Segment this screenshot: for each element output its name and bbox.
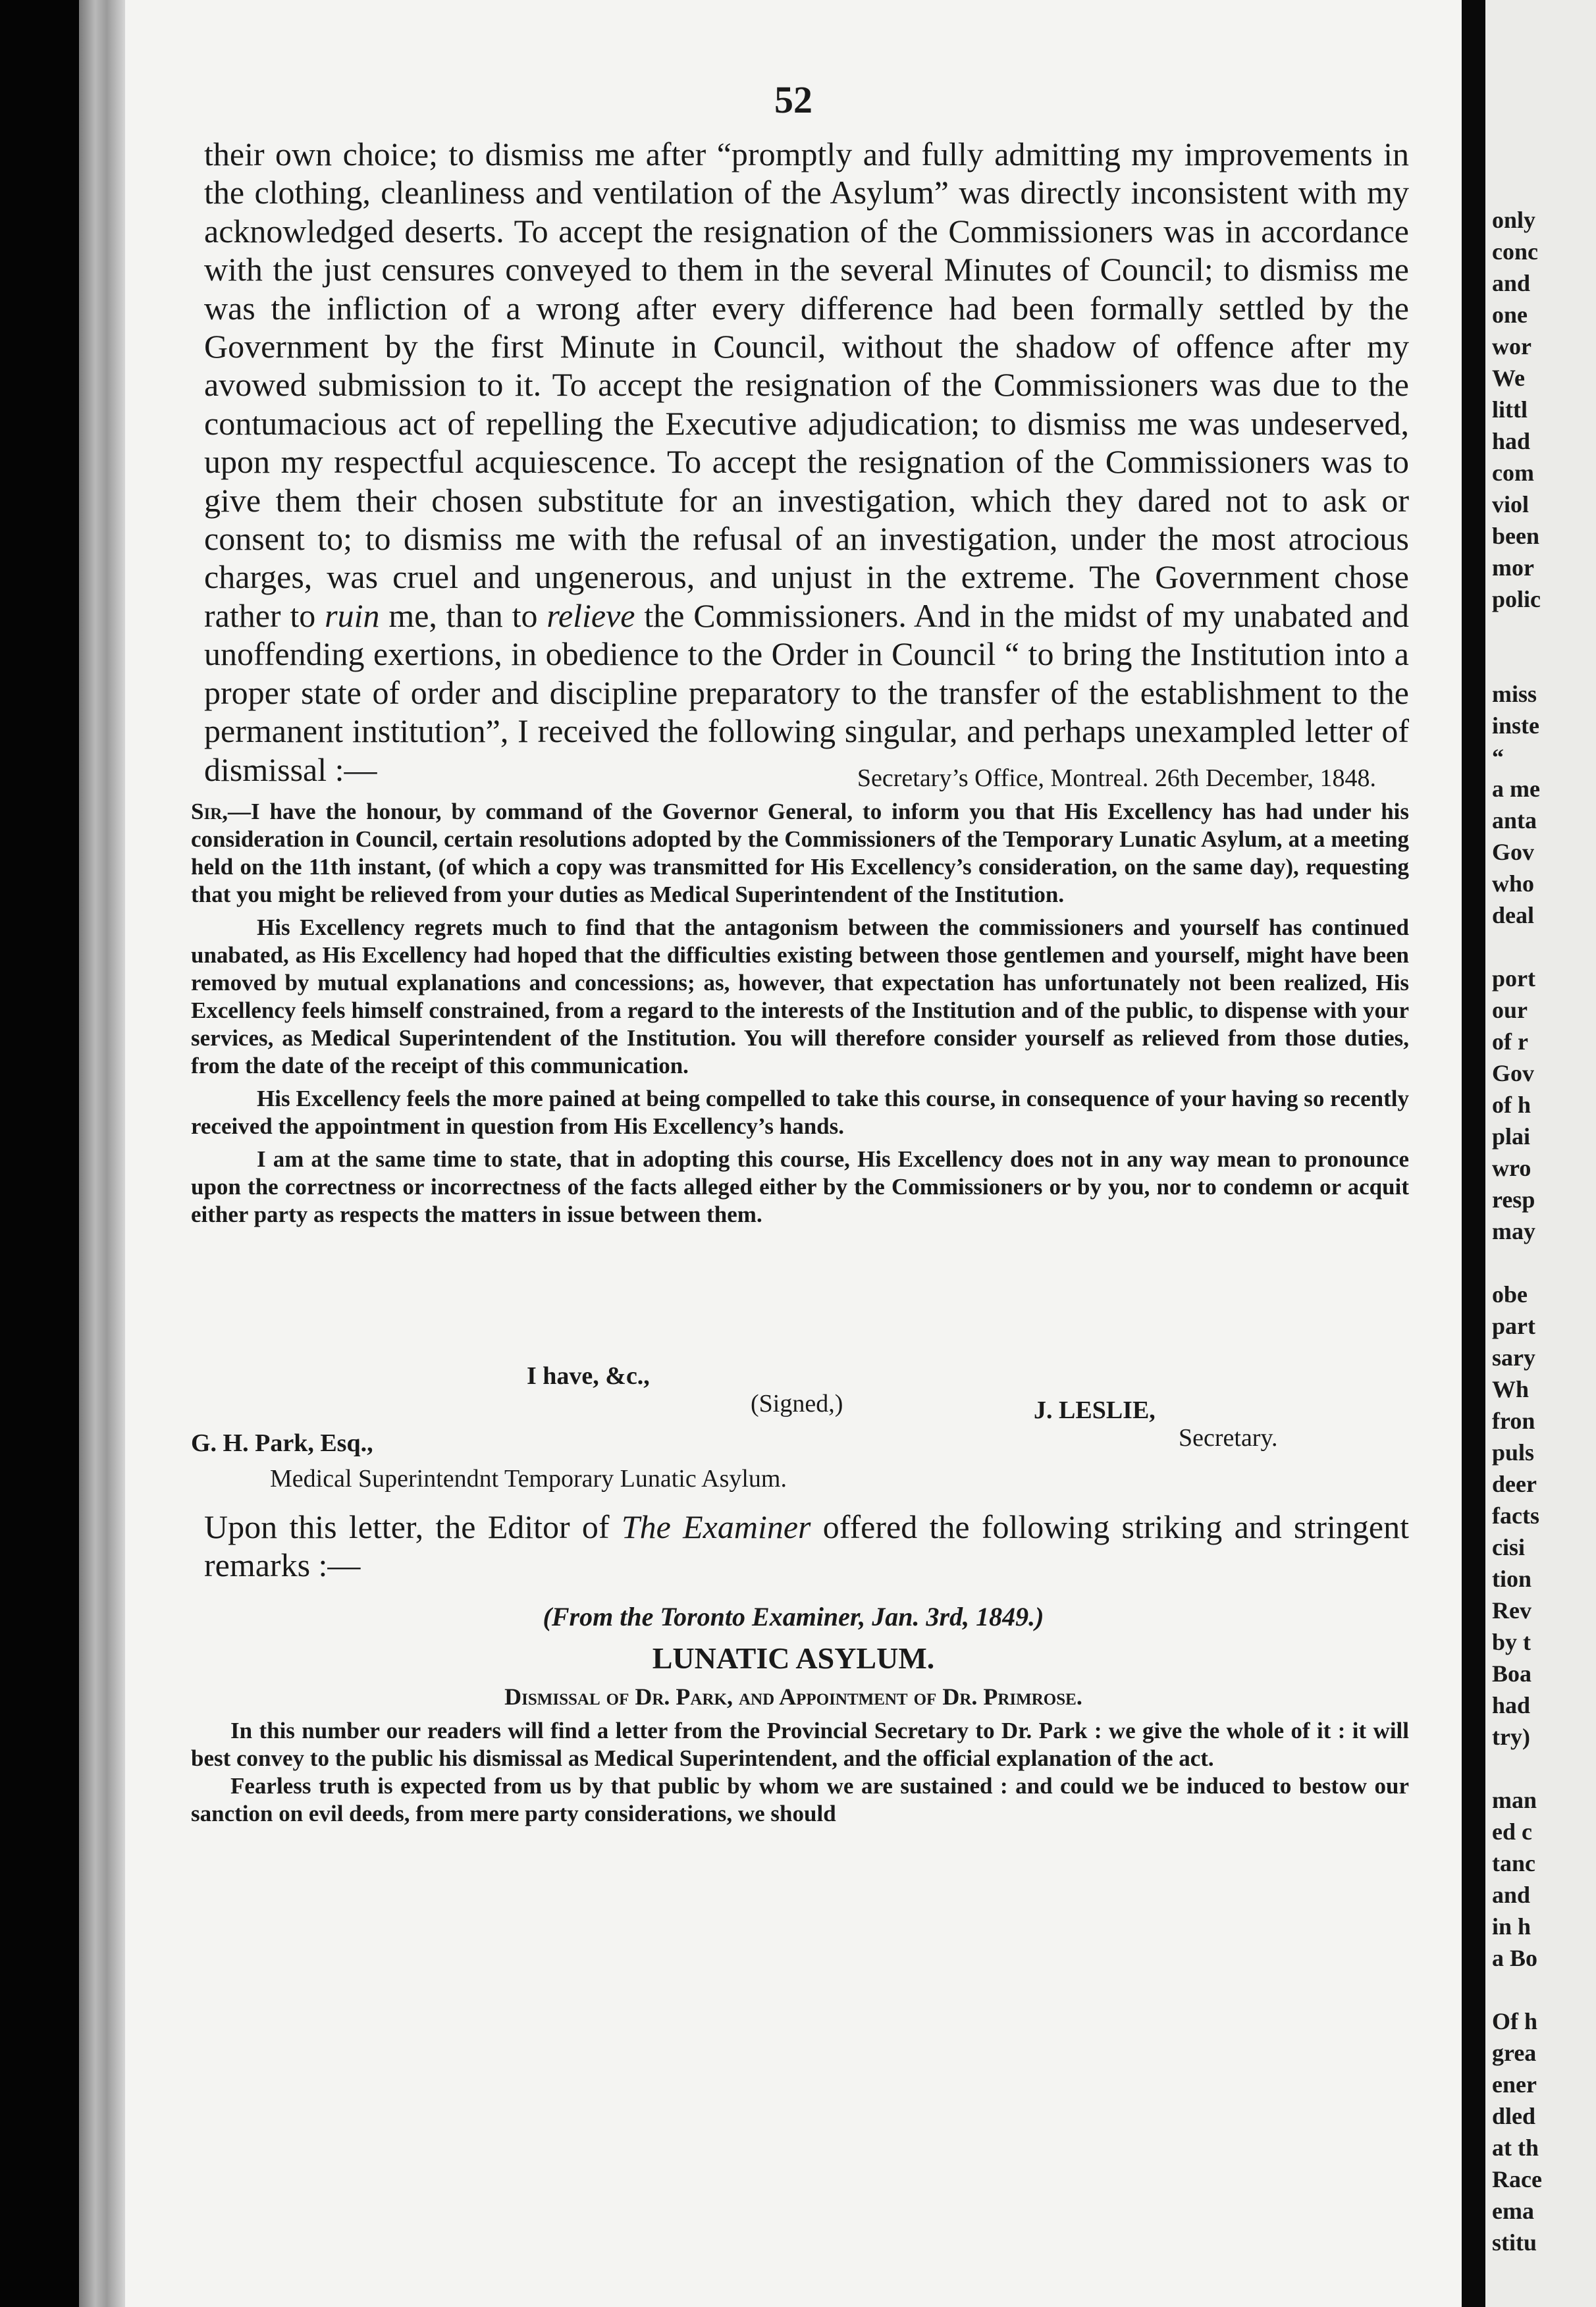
adjacent-page-word: polic — [1492, 586, 1541, 612]
adjacent-page-word: anta — [1492, 807, 1537, 834]
adjacent-page-word: of h — [1492, 1092, 1531, 1118]
adjacent-page-word: ema — [1492, 2198, 1534, 2224]
letter-signed: (Signed,) — [751, 1390, 843, 1418]
scan-left-edge — [0, 0, 79, 2307]
adjacent-page-word: cisi — [1492, 1534, 1525, 1560]
letter-addressee-title: Medical Superintendnt Temporary Lunatic Asylum. — [270, 1465, 787, 1493]
adjacent-page-fragment — [1485, 0, 1596, 2307]
article-paragraph-1: In this number our readers will find a letter from the Provincial Secretary to Dr. Park : we give the whole of it : it will best convey to the public his dismissal as Medical Superintendent, and the official explanation of the act. — [191, 1718, 1409, 1771]
adjacent-page-word: port — [1492, 965, 1535, 992]
adjacent-page-word: Wh — [1492, 1376, 1530, 1402]
adjacent-page-word: grea — [1492, 2040, 1537, 2066]
adjacent-page-word: a Bo — [1492, 1945, 1538, 1971]
adjacent-page-word: only — [1492, 207, 1536, 233]
editor-intro: Upon this letter, the Editor of The Examiner offered the following striking and stringent remarks :— — [204, 1508, 1409, 1584]
main-paragraph-text: their own choice; to dismiss me after “promptly and fully admitting my improvements in the clothing, cleanliness and ventilation of the Asylum” was directly inconsistent with my acknowledged deserts. To accept the resignation of the Commissioners was in accordance with the just censures conveyed to them in the several Minutes of Council; to dismiss me was the infliction of a wrong after every difference had been formally settled by the Government by the first Minute in Council, without the shadow of offence after my avowed submission to it. To accept the resignation of the Commissioners was due to the contumacious act of repelling the Executive adjudication; to dismiss me was undeserved, upon my respectful acquiescence. To accept the resignation of the Commissioners was to give them their chosen substitute for an investigation, which they dared not to ask or consent to; to dismiss me with the refusal of an investigation, under the most atrocious charges, was cruel and ungenerous, and unjust in the extreme. The Government chose rather to ruin me, than to relieve the Commissioners. And in the midst of my unabated and unoffending exertions, in obedience to the Order in Council “ to bring the Institution into a proper state of order and discipline preparatory to the transfer of the establishment to the permanent institution”, I received the following singular, and perhaps unexampled letter of dismissal :— — [204, 136, 1410, 788]
adjacent-page-word: obe — [1492, 1281, 1528, 1308]
adjacent-page-text — [1485, 0, 1596, 2258]
adjacent-page-word: man — [1492, 1787, 1537, 1813]
letter-salutation: Sir, — [191, 799, 228, 824]
adjacent-page-word: com — [1492, 460, 1534, 486]
adjacent-page-word: viol — [1492, 491, 1530, 517]
adjacent-page-word: our — [1492, 997, 1528, 1023]
adjacent-page-word: Boa — [1492, 1660, 1532, 1687]
adjacent-page-word: Gov — [1492, 1060, 1535, 1086]
article-title: LUNATIC ASYLUM. — [652, 1641, 935, 1675]
adjacent-page-word: one — [1492, 302, 1528, 328]
letter-signer: J. LESLIE, — [1034, 1396, 1156, 1424]
newspaper-name: The Examiner — [621, 1508, 811, 1545]
letter-signer-title: Secretary. — [1179, 1424, 1278, 1452]
adjacent-page-word: puls — [1492, 1439, 1535, 1466]
article-subtitle: Dismissal of Dr. Park, and Appointment of Dr. Primrose. — [504, 1684, 1082, 1710]
adjacent-page-word: at th — [1492, 2135, 1539, 2161]
adjacent-page-word — [1485, 931, 1596, 963]
letter-addressee: G. H. Park, Esq., — [191, 1429, 373, 1457]
adjacent-page-word: fron — [1492, 1408, 1535, 1434]
adjacent-page-word: Race — [1492, 2166, 1542, 2192]
adjacent-page-word: tanc — [1492, 1850, 1535, 1876]
letter-closing: I have, &c., — [527, 1362, 650, 1390]
adjacent-page-word: conc — [1492, 238, 1538, 265]
adjacent-page-word: of r — [1492, 1028, 1528, 1055]
letter-paragraph-2: His Excellency regrets much to find that the antagonism between the commissioners and yourself has continued unabated, as His Excellency had hoped that the difficulties existing between those gentlemen and yourself, might have been removed by mutual explanations and concessions; as, however, that expectation has unfortunately not been realized, His Excellency feels himself constrained, from a regard to the interests of the Institution and of the public, to dispense with your services, as Medical Superintendent of the Institution. You will therefore consider yourself as relieved from those duties, from the date of the receipt of this communication. — [191, 915, 1409, 1078]
book-page — [125, 0, 1462, 2307]
adjacent-page-word: tion — [1492, 1566, 1532, 1592]
adjacent-page-word: “ — [1492, 744, 1504, 770]
adjacent-page-word: dled — [1492, 2103, 1536, 2129]
adjacent-page-word: plai — [1492, 1123, 1531, 1150]
letter-paragraph-1: Sir,—I have the honour, by command of the Governor General, to inform you that His Excellency has had under his consideration in Council, certain resolutions adopted by the Commissioners of the Temporary Lunatic Asylum, at a meeting held on the 11th instant, (of which a copy was transmitted for His Excellency’s consideration, on the same day), requesting that you might be relieved from your duties as Medical Superintendent of the Institution. — [191, 799, 1409, 907]
adjacent-page-word: try) — [1492, 1724, 1530, 1750]
page-number: 52 — [774, 78, 812, 121]
adjacent-page-word: a me — [1492, 776, 1540, 802]
adjacent-page-word: wor — [1492, 333, 1531, 359]
adjacent-page-word: ed c — [1492, 1818, 1532, 1845]
adjacent-page-word: and — [1492, 270, 1531, 296]
adjacent-page-word: facts — [1492, 1502, 1539, 1529]
main-paragraph — [204, 135, 1409, 789]
adjacent-page-word: inste — [1492, 712, 1539, 739]
article-source: (From the Toronto Examiner, Jan. 3rd, 1849.) — [543, 1602, 1044, 1631]
adjacent-page-word — [1485, 1974, 1596, 2005]
adjacent-page-word: part — [1492, 1313, 1535, 1339]
adjacent-page-word: may — [1492, 1218, 1535, 1244]
adjacent-page-word: deal — [1492, 902, 1535, 928]
adjacent-page-word: We — [1492, 365, 1525, 391]
page-gap-shadow — [1462, 0, 1485, 2307]
article-paragraph-2: Fearless truth is expected from us by that public by whom we are sustained : and could we be induced to bestow our sanction on evil deeds, from mere party considerations, we should — [191, 1773, 1409, 1826]
adjacent-page-word: been — [1492, 523, 1539, 549]
adjacent-page-word: by t — [1492, 1629, 1531, 1655]
adjacent-page-word: ener — [1492, 2071, 1537, 2098]
letter-paragraph-3: His Excellency feels the more pained at being compelled to take this course, in consequence of your having so recently received the appointment in question from His Excellency’s hands. — [191, 1086, 1409, 1139]
adjacent-page-word — [1485, 647, 1596, 678]
adjacent-page-word: resp — [1492, 1186, 1535, 1213]
adjacent-page-word: wro — [1492, 1155, 1531, 1181]
adjacent-page-word: in h — [1492, 1913, 1531, 1940]
adjacent-page-word: littl — [1492, 396, 1528, 423]
adjacent-page-word: had — [1492, 1692, 1531, 1718]
adjacent-page-word: and — [1492, 1882, 1531, 1908]
letter-dateline: Secretary’s Office, Montreal. 26th December, 1848. — [857, 764, 1376, 792]
letter-paragraph-4: I am at the same time to state, that in adopting this course, His Excellency does not in any way mean to pronounce upon the correctness or incorrectness of the facts alleged either by the Commissioners or by you, nor to condemn or acquit either party as respects the matters in issue between them. — [191, 1146, 1409, 1227]
page-binding-edge — [79, 0, 125, 2307]
adjacent-page-word: miss — [1492, 681, 1537, 707]
adjacent-page-word — [1485, 615, 1596, 647]
adjacent-page-word: sary — [1492, 1344, 1535, 1371]
adjacent-page-word: Gov — [1492, 839, 1535, 865]
adjacent-page-word: Of h — [1492, 2008, 1538, 2034]
adjacent-page-word: who — [1492, 870, 1535, 897]
adjacent-page-word: mor — [1492, 554, 1534, 581]
adjacent-page-word: stitu — [1492, 2229, 1537, 2256]
adjacent-page-word: deer — [1492, 1471, 1537, 1497]
dismissal-letter — [191, 798, 1409, 1234]
adjacent-page-word — [1485, 1753, 1596, 1784]
adjacent-page-word: Rev — [1492, 1597, 1531, 1624]
article-body — [191, 1717, 1409, 1828]
emphasis-relieve: relieve — [546, 597, 635, 634]
adjacent-page-word: had — [1492, 428, 1531, 454]
emphasis-ruin: ruin — [325, 597, 380, 634]
adjacent-page-word — [1485, 1247, 1596, 1279]
